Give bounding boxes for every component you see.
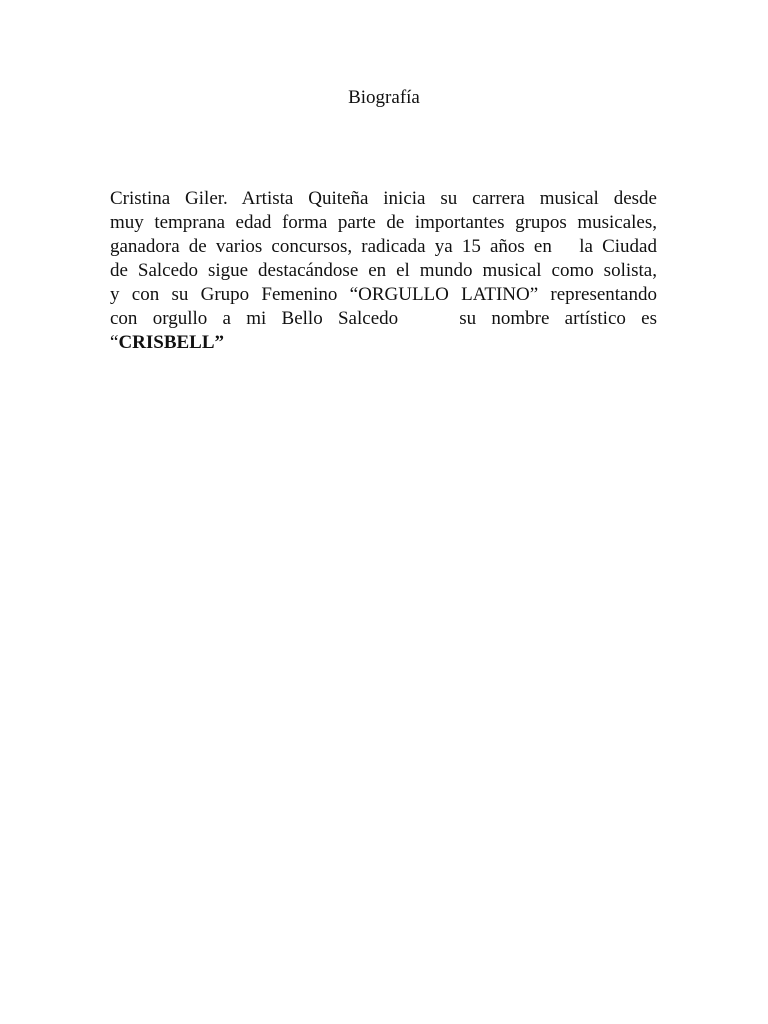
body-line-final: [110, 331, 657, 355]
body-line: muy temprana edad forma parte de importantes grupos musicales,: [110, 212, 657, 233]
document-title: Biografía: [348, 87, 420, 108]
body-line: ganadora de varios concursos, radicada ya 15 años en la Ciudad: [110, 236, 657, 257]
body-line: Cristina Giler. Artista Quiteña inicia su carrera musical desde: [110, 188, 657, 209]
body-line: y con su Grupo Femenino “ORGULLO LATINO” representando: [110, 284, 657, 305]
artist-name: CRISBELL”: [118, 332, 225, 353]
body-line: de Salcedo sigue destacándose en el mundo musical como solista,: [110, 260, 657, 281]
body-line: con orgullo a mi Bello Salcedo su nombre artístico es: [110, 308, 657, 329]
biography-paragraph: [110, 187, 657, 355]
open-quote: “: [110, 332, 119, 353]
